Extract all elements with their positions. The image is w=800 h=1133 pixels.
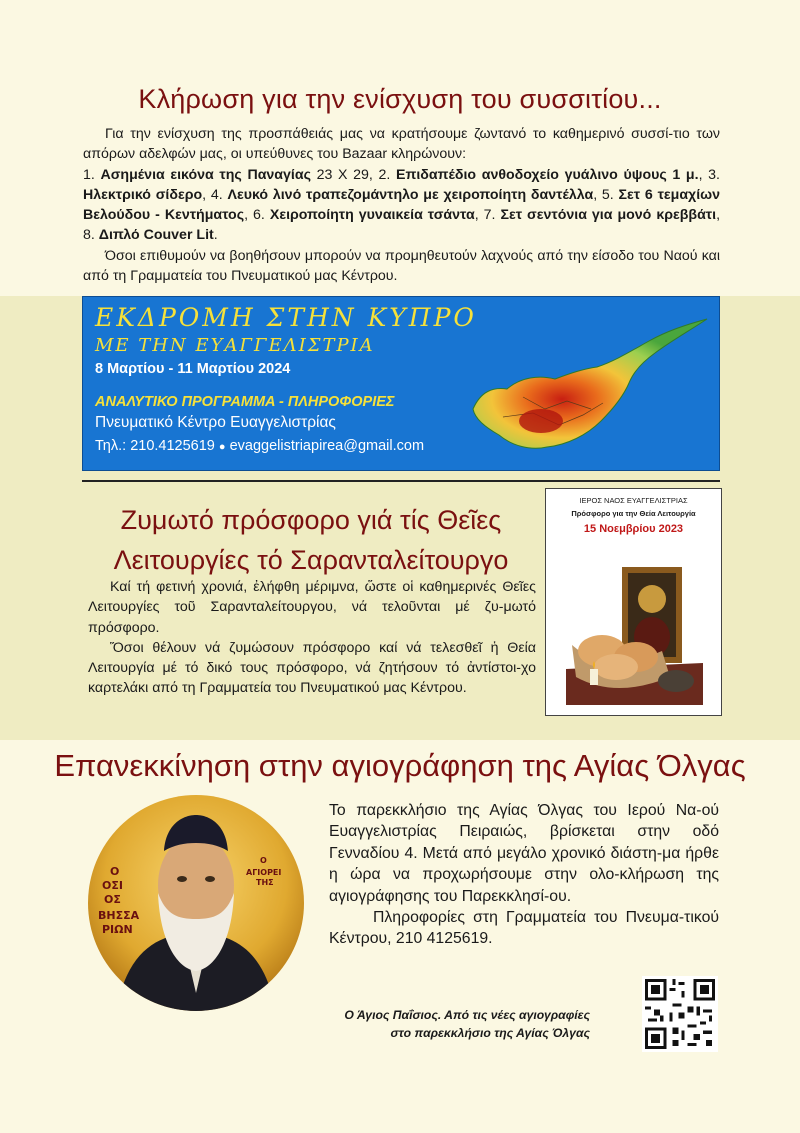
olga-body <box>329 800 719 950</box>
raffle-title: Κλήρωση για την ενίσχυση του συσσιτίου... <box>138 84 662 114</box>
inscription-text: Ο <box>260 856 267 865</box>
inscription-text: ΟΣΙ <box>102 879 123 892</box>
prize-tail: , <box>593 186 602 203</box>
trip-subtitle: ΜΕ ΤΗΝ ΕΥΑΓΓΕΛΙΣΤΡΙΑ <box>95 335 375 356</box>
prize-num: 2. <box>378 166 397 183</box>
prize-tail: . <box>213 227 218 244</box>
trip-email[interactable]: evaggelistriapirea@gmail.com <box>229 438 425 454</box>
trip-dates: 8 Μαρτίου - 11 Μαρτίου 2024 <box>95 361 291 377</box>
bullet-icon: ● <box>218 441 226 453</box>
prosforo-body <box>88 577 536 699</box>
prize-num: 7. <box>483 207 501 224</box>
caption-line2: στο παρεκκλήσιο της Αγίας Όλγας <box>390 1026 590 1040</box>
inscription-text: ΟΣ <box>104 893 121 906</box>
prize-item: Σετ σεντόνια για μονό κρεββάτι <box>500 207 717 224</box>
inscription-text: ΒΗΣΣΑ <box>98 909 140 922</box>
card-church-name: ΙΕΡΟΣ ΝΑΟΣ ΕΥΑΓΓΕΛΙΣΤΡΙΑΣ <box>579 496 688 505</box>
saint-icon-image <box>86 793 306 1013</box>
raffle-prize-list <box>83 165 720 246</box>
trip-phone: Τηλ.: 210.4125619 <box>95 438 215 454</box>
prize-item: Ασημένια εικόνα της Παναγίας <box>100 166 311 183</box>
prize-tail: , <box>244 207 254 224</box>
prosforo-para1: Καί τή φετινή χρονιά, ἐλήφθη μέριμνα, ὥστε οἱ καθημερινές Θεῖες Λειτουργίες τοῦ Σαρανταλείτουργου, νά τελοῦνται μέ ζυ-μωτό πρόσφορο. <box>88 579 536 636</box>
qr-code-icon[interactable] <box>642 976 718 1052</box>
cyprus-trip-banner <box>82 296 720 471</box>
inscription-text: ΤΗΣ <box>256 878 274 887</box>
prize-item: Επιδαπέδιο ανθοδοχείο γυάλινο ύψους 1 μ. <box>396 166 699 183</box>
caption-line1: Ο Άγιος Παΐσιος. Από τις νέες αγιογραφίες <box>344 1008 590 1022</box>
prize-tail: 23 Χ 29, <box>310 166 379 183</box>
prize-tail: , <box>698 166 709 183</box>
trip-contact <box>95 438 424 454</box>
prosforo-para2: Ὅσοι θέλουν νά ζυμώσουν πρόσφορο καί νά τελεσθεῖ ἡ Θεία Λειτουργία μέ τό δικό τους πρόσφορο, νά ζητήσουν τό ἀντίστοι-χο καρτελάκι από τη Γραμματεία του Πνευματικού μας Κέντρου. <box>88 639 536 697</box>
prize-num: 1. <box>83 166 101 183</box>
cyprus-map-image <box>463 317 711 457</box>
prosforo-title-line2: Λειτουργίες τό Σαρανταλείτουργο <box>113 545 509 575</box>
icon-caption <box>276 1006 590 1042</box>
raffle-intro: Για την ενίσχυση της προσπάθειάς μας να κρατήσουμε ζωντανό το καθημερινό συσσί-τιο των απόρων αδελφών μας, οι υπεύθυνες του Bazaar κληρώνουν: <box>83 126 720 163</box>
prize-num: 4. <box>210 186 228 203</box>
trip-title: ΕΚΔΡΟΜΗ ΣΤΗΝ ΚΥΠΡΟ <box>95 303 477 332</box>
section-divider <box>82 480 720 482</box>
prize-num: 3. <box>708 166 720 183</box>
prosforo-title-line1: Ζυμωτό πρόσφορο γιά τίς Θεῖες <box>120 505 502 535</box>
prize-item: Χειροποίητη γυναικεία τσάντα <box>269 207 475 224</box>
prize-tail: , <box>202 186 211 203</box>
olga-title: Επανεκκίνηση στην αγιογράφηση της Αγίας Όλγας <box>54 748 746 783</box>
card-date: 15 Νοεμβρίου 2023 <box>583 523 684 535</box>
prize-num: 6. <box>253 207 270 224</box>
prosforo-title <box>86 500 536 580</box>
prize-tail: , <box>474 207 484 224</box>
prosforo-card <box>545 488 722 716</box>
trip-organizer: Πνευματικό Κέντρο Ευαγγελιστρίας <box>95 414 336 431</box>
trip-info-heading: ΑΝΑΛΥΤΙΚΟ ΠΡΟΓΡΑΜΜΑ - ΠΛΗΡΟΦΟΡΙΕΣ <box>95 394 395 410</box>
olga-para2: Πληροφορίες στη Γραμματεία του Πνευμα-τικού Κέντρου, 210 4125619. <box>329 909 719 948</box>
prize-item: Σετ 6 τεμαχίων Βελούδου - Κεντήματος <box>83 186 721 224</box>
raffle-body <box>83 124 720 286</box>
card-subtitle: Πρόσφορο για την Θεία Λειτουργία <box>571 509 696 518</box>
prize-item: Διπλό Couver Lit <box>98 227 214 244</box>
inscription-text: ΑΓΙΟΡΕΙ <box>246 868 282 877</box>
prize-tail: , <box>716 207 721 224</box>
prize-item: Λευκό λινό τραπεζομάντηλο με χειροποίητη δαντέλλα <box>227 186 594 203</box>
inscription-text: Ο <box>110 865 120 878</box>
prize-item: Ηλεκτρικό σίδερο <box>83 186 203 203</box>
prize-num: 8. <box>83 227 99 244</box>
prosforo-bread-photo <box>566 559 703 705</box>
inscription-text: ΡΙΩΝ <box>102 923 133 936</box>
olga-para1: Το παρεκκλήσιο της Αγίας Όλγας του Ιερού Να-ού Ευαγγελιστρίας Πειραιώς, βρίσκεται στην οδό Γενναδίου 4. Μετά από μεγάλο χρονικό διάστη-μα ήρθε η ώρα να προχωρήσουμε στην ολο-κλήρωση της αγιογράφησης του Παρεκκλησί-ου. <box>329 802 719 905</box>
raffle-closing: Όσοι επιθυμούν να βοηθήσουν μπορούν να προμηθευτούν λαχνούς από την είσοδο του Ναού και από τη Γραμματεία του Πνευματικού μας Κέντρου. <box>83 247 720 285</box>
prize-num: 5. <box>601 186 619 203</box>
